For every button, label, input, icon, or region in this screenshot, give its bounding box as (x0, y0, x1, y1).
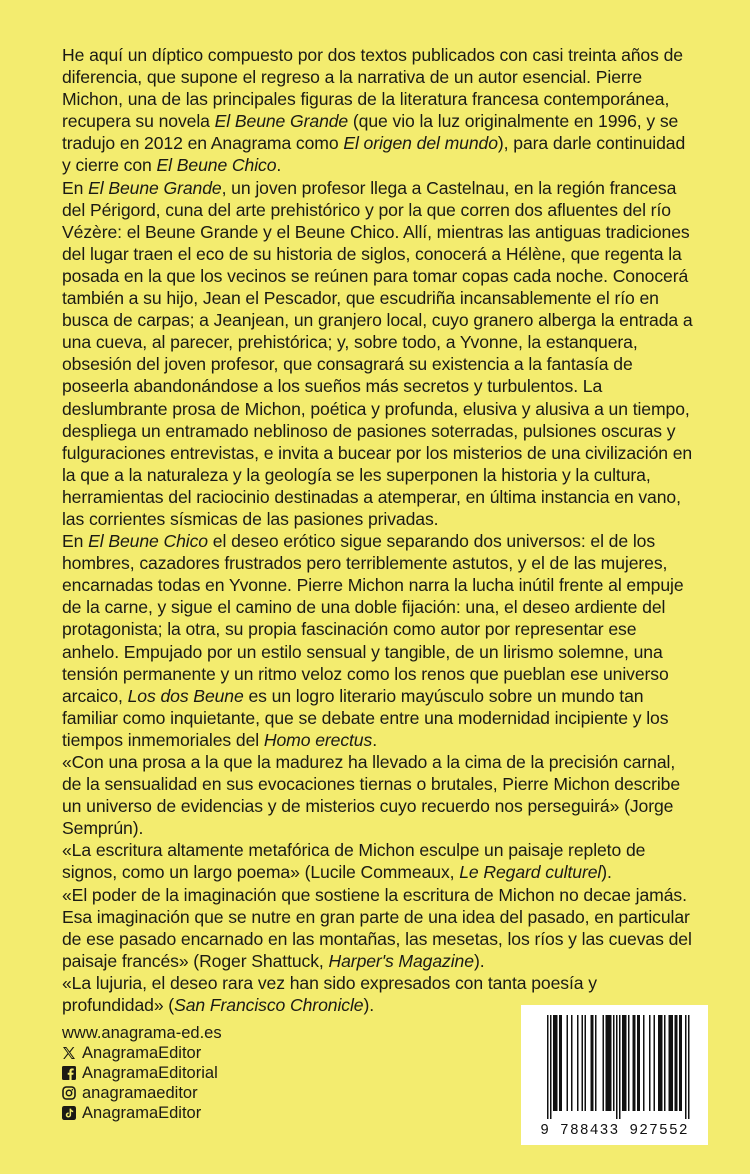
barcode-bar (555, 1015, 557, 1111)
barcode-bar (681, 1015, 683, 1111)
barcode-bar (577, 1015, 579, 1111)
barcode-bar (633, 1015, 635, 1111)
isbn-number: 9 788433 927552 (540, 1123, 689, 1139)
instagram-link[interactable] (62, 1083, 222, 1103)
barcode-bar (561, 1015, 563, 1111)
text-run: ), para darle continuidad y cierre con (62, 133, 686, 176)
barcode-bar (661, 1015, 663, 1111)
italic-title: El origen del mundo (343, 133, 498, 154)
italic-title: El Beune Chico (88, 531, 208, 552)
barcode-bar (634, 1015, 636, 1111)
italic-title: El Beune Chico (156, 155, 277, 176)
text-run: «Con una prosa a la que la madurez ha llevado a la cima de la precisión carnal, de la sensualidad en sus evocaciones tiernas o brutales, Pierre Michon describe un universo de evidencias y de misterios cuyo recuerdo nos perseguirá» (Jorge Semprún). (62, 752, 681, 839)
italic-title: El Beune Grande (214, 111, 349, 132)
text-run: He aquí un díptico compuesto por dos textos publicados con casi treinta años de diferencia, que supone el regreso a la narrativa de un autor esencial. Pierre Michon, una de las principales figuras de la literatura francesa contemporánea, recupera su novela (62, 45, 683, 132)
barcode-bar (669, 1015, 671, 1111)
barcode-bar (567, 1015, 569, 1111)
barcode-bar (585, 1015, 587, 1111)
italic-title: Harper's Magazine (328, 950, 474, 971)
barcode-bar (654, 1015, 656, 1111)
quote-semprun (62, 751, 694, 839)
barcode-bar (547, 1015, 549, 1119)
text-run: «La lujuria, el deseo rara vez han sido expresados con tanta poesía y profundidad» ( (62, 972, 597, 1016)
barcode-bar (595, 1015, 597, 1111)
barcode-bar (606, 1015, 608, 1111)
barcode-bar (664, 1015, 666, 1111)
isbn-barcode (521, 1005, 708, 1145)
x-handle: AnagramaEditor (82, 1044, 202, 1062)
barcode-bars (529, 1015, 700, 1119)
facebook-link[interactable] (62, 1063, 222, 1083)
barcode-bar (672, 1015, 674, 1111)
barcode-bar (607, 1015, 609, 1111)
barcode-bar (624, 1015, 626, 1111)
text-run: . (372, 729, 377, 750)
website-link[interactable] (62, 1023, 222, 1043)
text-run: es un logro literario mayúsculo sobre un mundo tan familiar como inquietante, que se debate entre una modernidad incipiente y los tiempos inmemoriales del (62, 685, 669, 750)
italic-title: El Beune Grande (88, 177, 222, 198)
text-run: ). (601, 862, 612, 883)
facebook-icon (62, 1066, 76, 1080)
barcode-bar (592, 1015, 594, 1111)
publisher-links (62, 1023, 222, 1123)
italic-title: Los dos Beune (127, 685, 244, 706)
text-run: ). (473, 950, 485, 971)
barcode-bar (637, 1015, 639, 1111)
instagram-icon (62, 1086, 76, 1100)
barcode-bar (676, 1015, 678, 1111)
barcode-bar (591, 1015, 593, 1111)
barcode-bar (616, 1015, 618, 1119)
blurb-paragraph-intro (62, 44, 694, 177)
barcode-bar (559, 1015, 561, 1111)
barcode-bar (610, 1015, 612, 1111)
text-run: ). (363, 995, 374, 1016)
text-run: , un joven profesor llega a Castelnau, en la región francesa del Périgord, cuna del arte prehistórico y por la que corren dos afluentes del río Vézère: el Beune Grande y el Beune Chico. Allí, mientras las antiguas tradiciones del lugar traen el eco de su historia de siglos, conocerá a Hélène, que regenta la posada en la que los vecinos se reúnen para tomar copas cada noche. Conocerá también a su hijo, Jean el Pescador, que escudriña incansablemente el río en busca de carpas; a Jeanjean, un granjero local, cuyo granero alberga la entrada a una cueva, al parecer, prehistórica; y, sobre todo, a Yvonne, la estanquera, obsesión del joven profesor, que consagrará su existencia a la fantasía de poseerla abandonándose a los sueños más secretos y turbulentos. La deslumbrante prosa de Michon, poética y profunda, elusiva y alusiva a un tiempo, despliega un entramado neblinoso de pasiones soterradas, pulsiones oscuras y fulguraciones entrevistas, e invita a bucear por los misterios de una civilización en la que a la naturaleza y la geología se les superponen la historia y la cultura, herramientas del raciocinio destinadas a atemperar, en última instancia en vano, las corrientes sísmicas de las pasiones privadas. (62, 177, 693, 529)
barcode-bar (649, 1015, 651, 1111)
barcode-bar (658, 1015, 660, 1111)
barcode-bar (625, 1015, 627, 1111)
text-run: (que vio la luz originalmente en 1996, y se tradujo en 2012 en Anagrama como (62, 111, 679, 154)
italic-title: Homo erectus (263, 729, 373, 750)
blurb-paragraph-beune-grande (62, 177, 694, 531)
italic-title: Le Regard culturel (459, 862, 602, 883)
text-run: En (62, 531, 89, 552)
barcode-bar (571, 1015, 573, 1111)
x-logo-icon (62, 1046, 76, 1060)
barcode-bar (603, 1015, 605, 1111)
barcode-bar (679, 1015, 681, 1111)
barcode-bar (670, 1015, 672, 1111)
instagram-handle: anagramaeditor (82, 1084, 198, 1102)
barcode-bar (613, 1015, 615, 1111)
barcode-bar (582, 1015, 584, 1111)
barcode-bar (675, 1015, 677, 1111)
tiktok-handle: AnagramaEditor (82, 1104, 202, 1122)
text-run: En (62, 177, 89, 198)
barcode-bar (685, 1015, 687, 1119)
barcode-bar (553, 1015, 555, 1111)
barcode-bar (609, 1015, 611, 1111)
barcode-bar (688, 1015, 690, 1119)
quote-shattuck (62, 884, 694, 972)
text-run: «El poder de la imaginación que sostiene la escritura de Michon no decae jamás. Esa imaginación que se nutre en gran parte de una idea del pasado, en particular de ese pasado encarnado en las montañas, las mesetas, los ríos y las cuevas del paisaje francés» (Roger Shattuck, (62, 884, 692, 971)
text-run: el deseo erótico sigue separando dos universos: el de los hombres, cazadores frustrados pero terriblemente astutos, y el de las mujeres, encarnadas todas en Yvonne. Pierre Michon narra la lucha inútil frente al empuje de la carne, y sigue el camino de una doble fijación: una, el deseo ardiente del protagonista; la otra, su propia fascinación como autor por representar ese anhelo. Empujado por un estilo sensual y tangible, de un lirismo solemne, una tensión permanente y un ritmo veloz como los renos que pueblan ese universo arcaico, (62, 531, 684, 706)
barcode-bar (628, 1015, 630, 1111)
barcode-bar (660, 1015, 662, 1111)
blurb-paragraph-beune-chico (62, 530, 694, 751)
barcode-bar (622, 1015, 624, 1111)
barcode-bar (550, 1015, 552, 1119)
quote-commeaux (62, 839, 694, 883)
text-run: . (276, 155, 282, 176)
back-cover-blurb (62, 44, 694, 1016)
facebook-handle: AnagramaEditorial (82, 1064, 218, 1082)
tiktok-icon (62, 1106, 76, 1120)
text-run: «La escritura altamente metafórica de Michon esculpe un paisaje repleto de signos, como un largo poema» (Lucile Commeaux, (62, 840, 646, 883)
tiktok-link[interactable] (62, 1103, 222, 1123)
barcode-bar (643, 1015, 645, 1111)
website-text: www.anagrama-ed.es (62, 1024, 222, 1042)
italic-title: San Francisco Chronicle (174, 995, 364, 1016)
barcode-bar (556, 1015, 558, 1111)
barcode-bar (639, 1015, 641, 1111)
x-link[interactable] (62, 1043, 222, 1063)
barcode-bar (619, 1015, 621, 1119)
